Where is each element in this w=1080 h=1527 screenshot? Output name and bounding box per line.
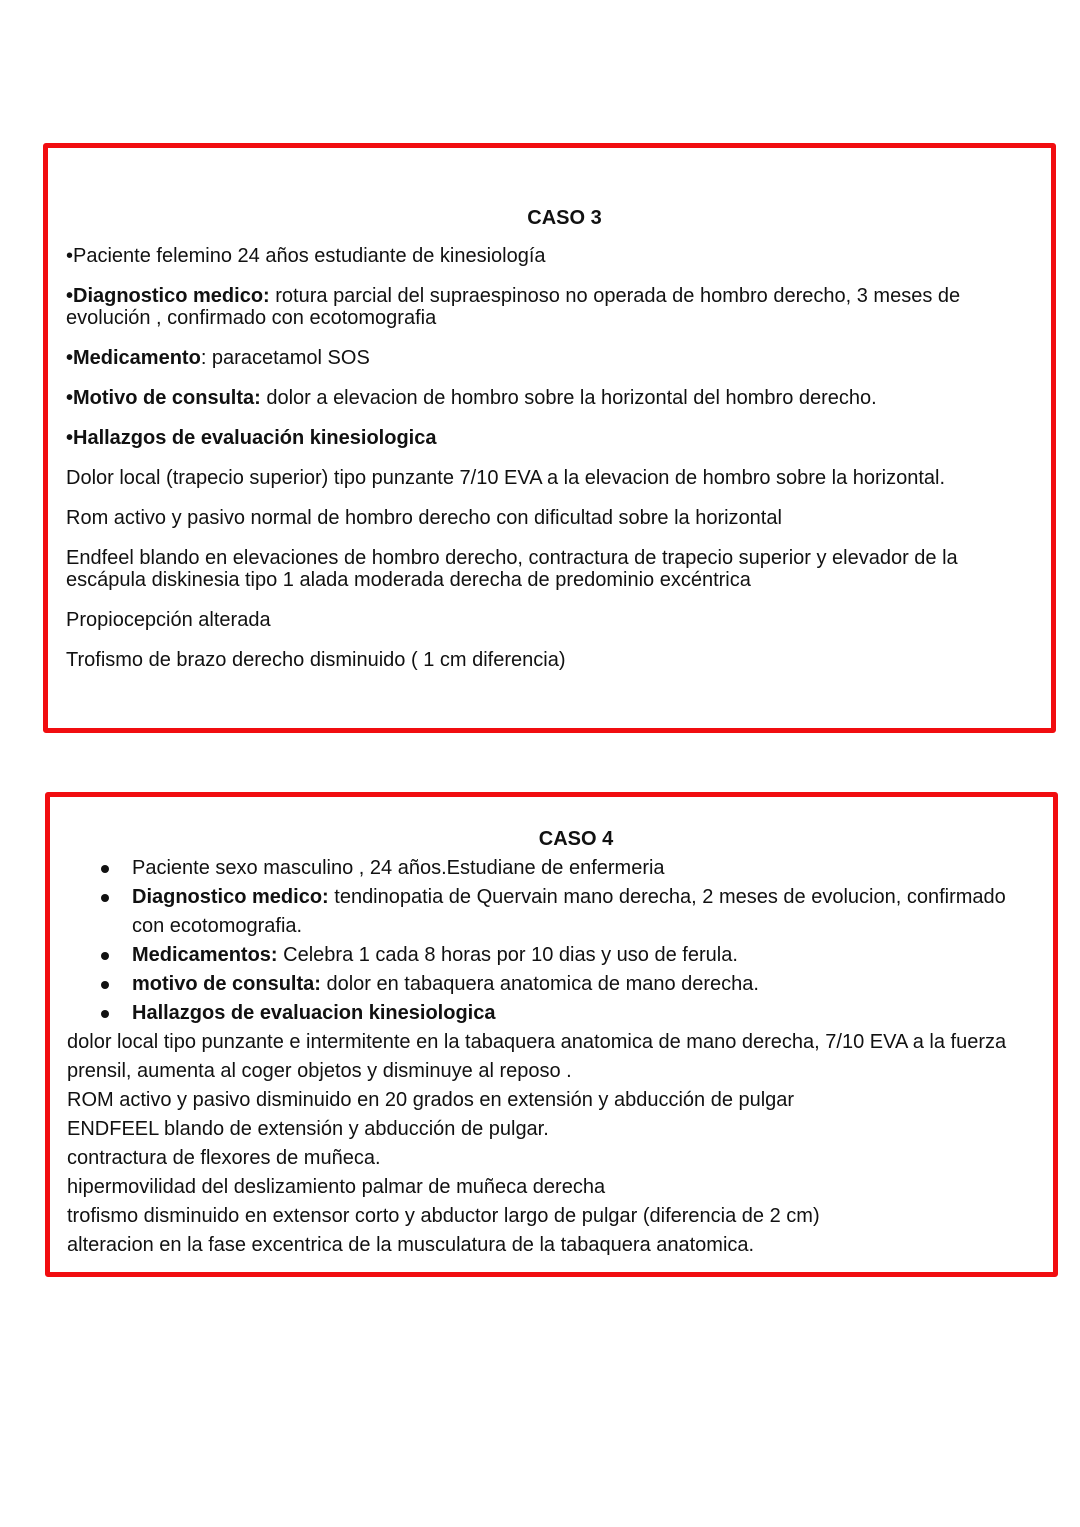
bullet-text: Celebra 1 cada 8 horas por 10 dias y uso de ferula. xyxy=(277,944,738,966)
bullet-label: Hallazgos de evaluacion kinesiologica xyxy=(132,1002,496,1024)
bullet-dot-icon xyxy=(101,952,109,960)
case-3-medication-label: •Medicamento xyxy=(66,347,201,369)
case-3-title: CASO 3 xyxy=(527,207,602,229)
case-3-findings-heading xyxy=(66,427,1033,449)
case-3-finding: Trofismo de brazo derecho disminuido ( 1 cm diferencia) xyxy=(66,649,566,671)
case-3-findings-label: •Hallazgos de evaluación kinesiologica xyxy=(66,427,437,449)
case-4-bullet-item xyxy=(67,854,1035,883)
case-4-finding: dolor local tipo punzante e intermitente en la tabaquera anatomica de mano derecha, 7/10 EVA a la fuerza prensil, aumenta al coger objetos y disminuye al reposo . xyxy=(67,1031,1007,1082)
case-4-bullet-item xyxy=(67,883,1035,941)
bullet-text: tendinopatia de Quervain mano derecha, 2 meses de evolucion, confirmado con ecotomografia. xyxy=(132,886,1006,937)
case-3-reason xyxy=(66,387,1033,409)
case-3-box xyxy=(43,143,1056,733)
case-3-finding: Endfeel blando en elevaciones de hombro derecho, contractura de trapecio superior y elevador de la escápula diskinesia tipo 1 alada moderada derecha de predominio excéntrica xyxy=(66,547,958,591)
bullet-dot-icon xyxy=(101,981,109,989)
case-4-bullet-item xyxy=(67,999,1035,1028)
case-4-finding: alteracion en la fase excentrica de la musculatura de la tabaquera anatomica. xyxy=(67,1234,755,1256)
bullet-text: Paciente sexo masculino , 24 años.Estudiane de enfermeria xyxy=(132,857,665,879)
case-3-finding: Rom activo y pasivo normal de hombro derecho con dificultad sobre la horizontal xyxy=(66,507,782,529)
case-4-bullet-item xyxy=(67,970,1035,999)
case-4-finding: hipermovilidad del deslizamiento palmar de muñeca derecha xyxy=(67,1176,606,1198)
case-4-finding: trofismo disminuido en extensor corto y abductor largo de pulgar (diferencia de 2 cm) xyxy=(67,1205,820,1227)
bullet-label: motivo de consulta: xyxy=(132,973,321,995)
case-3-diagnosis-text: rotura parcial del supraespinoso no operada de hombro derecho, 3 meses de evolución , confirmado con ecotomografia xyxy=(66,285,961,329)
case-4-finding: ROM activo y pasivo disminuido en 20 grados en extensión y abducción de pulgar xyxy=(67,1089,795,1111)
case-4-bullet-item xyxy=(67,941,1035,970)
case-3-diagnosis-label: •Diagnostico medico: xyxy=(66,285,270,307)
case-3-finding: Propiocepción alterada xyxy=(66,609,271,631)
case-3-medication xyxy=(66,347,1033,369)
case-4-title: CASO 4 xyxy=(538,828,614,850)
bullet-dot-icon xyxy=(101,894,109,902)
bullet-dot-icon xyxy=(101,865,109,873)
case-3-diagnosis xyxy=(66,285,1033,329)
bullet-label: Diagnostico medico: xyxy=(132,886,329,908)
case-3-reason-label: •Motivo de consulta: xyxy=(66,387,261,409)
case-3-medication-text: : paracetamol SOS xyxy=(200,347,370,369)
case-4-finding: contractura de flexores de muñeca. xyxy=(67,1147,381,1169)
bullet-dot-icon xyxy=(101,1010,109,1018)
case-3-finding: Dolor local (trapecio superior) tipo punzante 7/10 EVA a la elevacion de hombro sobre la horizontal. xyxy=(66,467,946,489)
bullet-text: dolor en tabaquera anatomica de mano derecha. xyxy=(320,973,759,995)
case-4-box xyxy=(45,792,1058,1277)
bullet-label: Medicamentos: xyxy=(132,944,278,966)
case-4-finding: ENDFEEL blando de extensión y abducción de pulgar. xyxy=(67,1118,549,1140)
case-4-bullet-list xyxy=(67,854,1035,1028)
case-3-reason-text: dolor a elevacion de hombro sobre la horizontal del hombro derecho. xyxy=(260,387,877,409)
case-3-patient: •Paciente felemino 24 años estudiante de kinesiología xyxy=(66,245,546,267)
